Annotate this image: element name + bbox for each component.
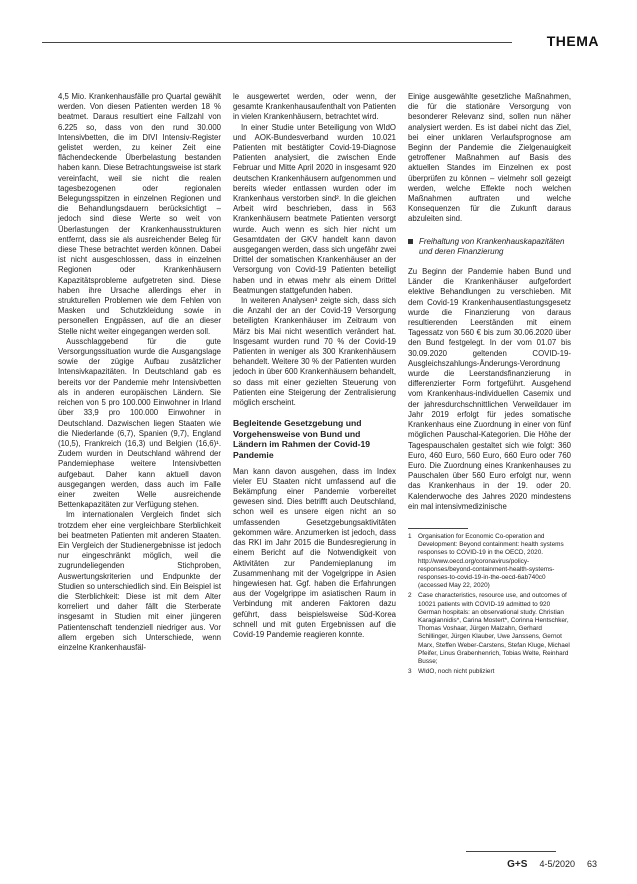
paragraph: le ausgewertet werden, oder wenn, der gesamte Krankenhausaufenthalt von Patienten in vielen Krankenhäusern, betrachtet wird. [233,92,396,122]
footnote [408,668,571,676]
footnote [408,592,571,666]
paragraph: Zu Beginn der Pandemie haben Bund und Länder die Krankenhäuser aufgefordert elektive Behandlungen zu verschieben. Mit dem Covid-19 Krankenhausentlastungsgesetz wurde die Finanzierung von daraus resultierenden Leerständen mit einem Tagessatz von 560 € bis zum 30.06.2020 über den Bund festgelegt. In der vom 01.07 bis 30.09.2020 geltenden COVID-19-Ausgleichszahlungs-Änderungs-Verordnung wurde die Leerstandsfinanzierung in differenzierter Form fortgeführt. Ausgehend vom Krankenhaus-individuellen Casemix und der jahresdurchschnittlichen Verweildauer im Jahr 2019 erfolgt für jedes somatische Krankenhaus eine Zuordnung in einer von fünf möglichen Pauschal-Kategorien. Die Höhe der Tagespauschalen gestaltet sich wie folgt: 360 Euro, 460 Euro, 560 Euro, 660 Euro oder 760 Euro. Die Zuordnung eines Krankenhauses zu Pauschalen über 560 Euro erfolgt nur, wenn das Krankenhaus in der 19. oder 20. Kalenderwoche des Jahres 2020 mindestens ein mal intensivmedizinische [408,267,571,511]
paragraph: Ausschlaggebend für die gute Versorgungssituation wurde die Ausgangslage sowie der zügige Aufbau zusätzlicher Intensivkapazitäten. In Deutschland gab es bereits vor der Pandemie mehr Intensivbetten als in anderen europäischen Ländern. Sie reichen von 5 pro 100.000 Einwohner in Irland über 33,9 pro 100.000 Einwohner in Deutschland. Dazwischen liegen Staaten wie die Niederlande (6,7), Spanien (9,7), England (10,5), Frankreich (16,3) und Belgien (16,6)¹. Zudem wurden in Deutschland während der Pandemiephase weitere Intensivbetten aufgebaut. Daher kann aktuell davon ausgegangen werden, dass auch im Falle einer zweiten Welle ausreichende Bettenkapazitäten zur Verfügung stehen. [58,336,221,510]
footnotes [408,533,571,676]
column-3 [408,92,571,678]
journal-brand: G+S [507,859,528,870]
paragraph: In einer Studie unter Beteiligung von WIdO und AOK-Bundesverband wurden 10.021 Patienten mit bestätigter Covid-19-Diagnose Patienten analysiert, die zwischen Ende Februar und Mitte April 2020 in insgesamt 920 deutschen Krankenhäusern aufgenommen und bereits wieder entlassen wurden oder im Krankenhaus verstorben sind². In die gleichen Arbeit wird beschrieben, dass in 563 Krankenhäusern beatmete Patienten versorgt wurde. Auch wenn es sich hier nicht um Gesamtdaten der GKV handelt kann davon ausgegangen werden, dass sich ungefähr zwei Drittel der somatischen Krankenhäuser an der Versorgung von Covid-19 Patienten beteiligt haben und in etwas mehr als einem Drittel Beatmungen stattgefunden haben. [233,122,396,295]
paragraph: Einige ausgewählte gesetzliche Maßnahmen, die für die stationäre Versorgung von besonderer Relevanz sind, sollen nun näher analysiert werden. Es ist dabei nicht das Ziel, bei einer unklaren Verlaufsprognose am Beginn der Pandemie die Zielgenauigkeit getroffener Maßnahmen auf Basis des aktuellen Standes im Einzelnen ex post überprüfen zu können – vielmehr soll gezeigt werden, welche Effekte noch welchen Maßnahmen auftraten und welche Konsequenzen für die Zukunft daraus abzuleiten sind. [408,92,571,224]
subheading: Begleitende Gesetzgebung und Vorgehensweise von Bund und Ländern im Rahmen der Covid-19 Pandemie [233,418,371,461]
column-1 [58,92,221,653]
bullet-heading-text: Freihaltung von Krankenhauskapazitäten und deren Finanzierung [419,236,565,256]
footnote-rule [408,528,468,529]
paragraph: In weiteren Analysen³ zeigte sich, dass sich die Anzahl der an der Covid-19 Versorgung beteiligten Krankenhäuser im Zeitraum von März bis Mai nicht wesentlich verändert hat. Insgesamt wurden rund 70 % der Covid-19 Patienten in weniger als 300 Krankenhäusern behandelt. Weitere 30 % der Patienten wurden jedoch in über 600 Krankenhäusern behandelt, so dass mit einer gezielten Steuerung von Patienten eine Steigerung der Zentralisierung möglich erscheint. [233,296,396,408]
section-label: THEMA [546,33,599,49]
footnote [408,533,571,590]
paragraph: Im internationalen Vergleich findet sich trotzdem eher eine vergleichbare Sterblichkeit bei beatmeten Patienten mit anderen Staaten. Ein Vergleich der Studienergebnisse ist jedoch nur eingeschränkt möglich, weil die zugrundeliegenden Stichproben, Auswertungskriterien und Endpunkte der Studien so unterschiedlich sind. Ein Beispiel ist die Sterblichkeit: Diese ist mit dem Alter korreliert und daher fällt die Sterberate insgesamt in Studien mit einer jüngeren Patientenschaft tendenziell niedriger aus. Vor allem ergeben sich Unterschiede, wenn einzelne Krankenhausfäl- [58,510,221,652]
bullet-heading [408,237,571,257]
footnote-text: WIdO, noch nicht publiziert [418,668,495,676]
square-bullet-icon [408,239,413,244]
footnote-number: 3 [408,668,412,676]
issue-number: 4-5/2020 [539,859,575,869]
footnote-text: Organisation for Economic Co-operation and Development: Beyond containment: health systems responses to COVID-19 in the OECD, 2020. http://www.oecd.org/coronavirus/policy-responses/beyond-containment-health-systems-responses-to-covid-19-in-the-oecd-6ab740c0 (accessed May 22, 2020) [418,532,564,590]
footnote-number: 2 [408,592,412,600]
footnote-number: 1 [408,532,412,540]
paragraph: Man kann davon ausgehen, dass im Index vieler EU Staaten nicht umfassend auf die Bekämpfung einer Pandemie vorbereitet gewesen sind. Dies betrifft auch Deutschland, schon weil es unsere eigen nicht an so umfassenden Gesetzgebungsaktivitäten gekommen wäre. Anzumerken ist jedoch, dass das RKI im Jahr 2015 die Bundesregierung in einem Bericht auf die Notwendigkeit von Aktivitäten zur Pandemieplanung im Zusammenhang mit der Vogelgrippe in Asien hingewiesen hat. Ggf. haben die Erfahrungen aus der Vogelgrippe im asiatischen Raum in Verbindung mit anderen Faktoren dazu geführt, dass beispielsweise Süd-Korea schnell und mit guten Ergebnissen auf die Covid-19 Pandemie reagieren konnte. [233,466,396,639]
header-rule [42,42,512,43]
footnote-text: Case characteristics, resource use, and outcomes of 10021 patients with COVID-19 admitted to 920 German hospitals: an observational study. Christian Karagiannidis*, Carina Mostert*, Corinna Hentschker, Thomas Voshaar, Jürgen Malzahn, Gerhard Schillinger, Jürgen Klauber, Uwe Janssens, Gernot Marx, Steffen Weber-Carstens, Stefan Kluge, Michael Pfeifer, Linus Grabenhenrich, Tobias Welte, Reinhard Busse; [418,592,570,665]
footer-rule [466,851,556,852]
column-2 [233,92,396,640]
page-footer [507,859,597,870]
paragraph: 4,5 Mio. Krankenhausfälle pro Quartal gewählt werden. Von diesen Patienten werden 18 % beatmet. Daraus resultiert eine Fallzahl von 6.225 so, dass von den rund 30.000 Intensivbetten, die im DIVI Intensiv-Register gelistet werden, zu keiner Zeit eine flächendeckende Überbelastung bestanden haben kann. Diese Betrachtungsweise ist stark vereinfacht, weil sie nicht die realen tagesbezogenen oder regionalen Belegungsspitzen in einzelnen Regionen und die Behandlungsdauern berücksichtigt – jedoch sind diese Werte so weit von Überlastungen der Krankenhausstrukturen entfernt, dass sie als ausreichender Beleg für diese These betrachtet werden können. Dabei ist nicht ausgeschlossen, dass in einzelnen Regionen oder Krankenhäusern Kapazitätsprobleme aufgetreten sind. Diese haben ihre Ursache allerdings eher in strukturellen Problemen wie dem Fehlen von Masken und Schutzkleidung sowie in personellen Engpässen, auf die an dieser Stelle nicht weiter eingegangen werden soll. [58,92,221,336]
page-number: 63 [586,859,597,869]
